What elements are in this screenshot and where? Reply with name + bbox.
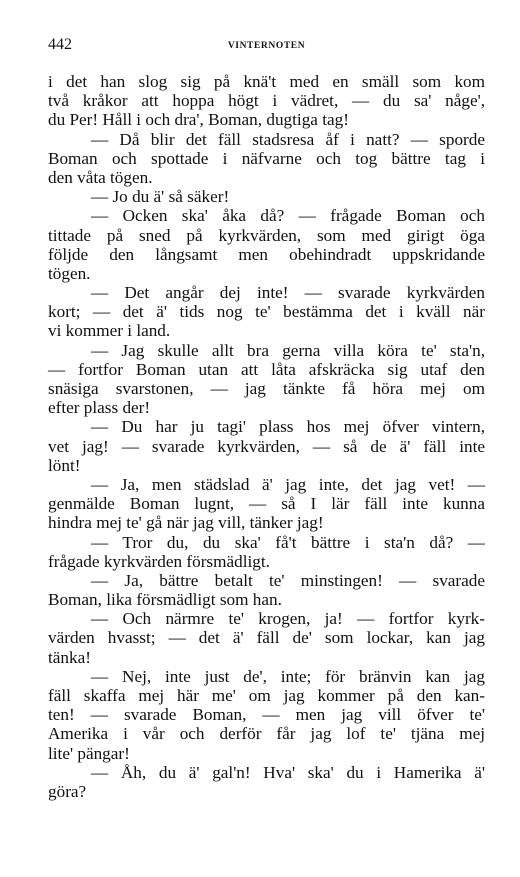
text-line: vi kommer i land.: [48, 321, 171, 341]
text-line: göra?: [48, 781, 87, 801]
text-line: genmälde Boman lugnt, — så I lär fäll inte kunna: [48, 494, 485, 514]
text-line: — Du har ju tagi' plass hos mej öfver vintern,: [91, 417, 485, 437]
text-line: efter plass der!: [48, 398, 151, 418]
text-line: följde den långsamt men obehindradt uppskridande: [48, 244, 485, 264]
text-line: — Och närmre te' krogen, ja! — fortfor kyrk-: [91, 609, 485, 629]
page-header: [48, 34, 485, 56]
text-line: Boman, lika försmädligt som han.: [48, 590, 282, 610]
text-line: lite' pängar!: [48, 743, 130, 763]
body-text: [48, 72, 485, 801]
text-line: den våta tögen.: [48, 167, 153, 187]
text-line: Boman och spottade i näfvarne och tog bättre tag i: [48, 148, 485, 168]
text-line: — Ja, men städslad ä' jag inte, det jag vet! —: [91, 474, 485, 494]
text-line: — Åh, du ä' gal'n! Hva' ska' du i Hamerika ä': [91, 762, 485, 782]
text-line: kort; — det ä' tids nog te' bestämma det i kväll när: [48, 302, 485, 322]
page-number: 442: [48, 36, 72, 53]
text-line: tänka!: [48, 647, 91, 667]
text-line: — Ja, bättre betalt te' minstingen! — svarade: [91, 570, 485, 590]
text-line: frågade kyrkvärden försmädligt.: [48, 551, 270, 571]
text-line: två kråkor att hoppa högt i vädret, — du sa' någe',: [48, 91, 485, 111]
text-line: — Då blir det fäll stadsresa åf i natt? — sporde: [91, 129, 485, 149]
text-line: värden hvasst; — det ä' fäll de' som lockar, kan jag: [48, 628, 485, 648]
text-line: — Jag skulle allt bra gerna villa köra te' sta'n,: [91, 340, 485, 360]
text-line: du Per! Håll i och dra', Boman, dugtiga tag!: [48, 110, 349, 130]
text-line: — Det angår dej inte! — svarade kyrkvärden: [91, 283, 485, 303]
text-line: — Jo du ä' så säker!: [91, 187, 230, 207]
text-line: tögen.: [48, 263, 91, 283]
text-line: tittade på sned på kyrkvärden, som med girigt öga: [48, 225, 485, 245]
text-line: fäll skaffa mej här me' om jag kommer på den kan-: [48, 686, 485, 705]
text-line: — Nej, inte just de', inte; för bränvin kan jag: [91, 666, 485, 686]
text-line: Amerika i vår och derför får jag lof te' tjäna mej: [48, 724, 485, 744]
text-line: lönt!: [48, 455, 81, 475]
running-title: VINTERNOTEN: [227, 41, 306, 51]
book-page: [48, 34, 485, 801]
text-line: i det han slog sig på knä't med en smäll som kom: [48, 72, 485, 91]
text-line: — fortfor Boman utan att låta afskräcka sig utaf den: [48, 359, 485, 379]
text-line: — Tror du, du ska' få't bättre i sta'n då? —: [91, 532, 485, 552]
text-line: — Ocken ska' åka då? — frågade Boman och: [91, 206, 485, 226]
text-line: hindra mej te' gå när jag vill, tänker jag!: [48, 513, 324, 533]
text-line: snäsiga svarstonen, — jag tänkte få höra mej om: [48, 379, 485, 398]
text-line: vet jag! — svarade kyrkvärden, — så de ä' fäll inte: [48, 436, 485, 456]
text-line: ten! — svarade Boman, — men jag vill öfver te': [48, 705, 485, 725]
